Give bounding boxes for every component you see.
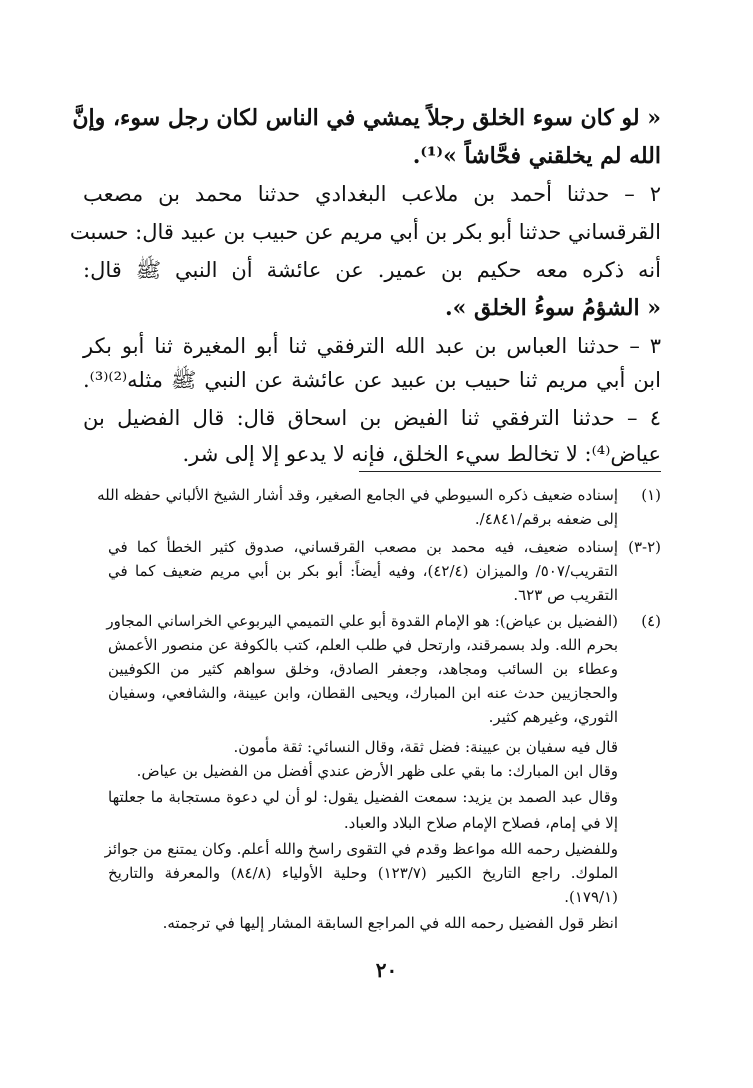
footnote-line: انظر قول الفضيل رحمه الله في المراجع السابقة المشار إليها في ترجمته. [162, 914, 618, 932]
footnote-line: بحرم الله. ولد بسمرقند، وارتحل في طلب العلم، كتب بالكوفة عن منصور الأعمش [108, 636, 618, 654]
footnote-label: (٢-٣) [628, 538, 661, 556]
footnote-line: إسناده ضعيف ذكره السيوطي في الجامع الصغير، وقد أشار الشيخ الألباني حفظه الله [97, 486, 618, 504]
page-number: ٢٠ [375, 958, 398, 982]
footnote-line: وقال ابن المبارك: ما بقي على ظهر الأرض عندي أفضل من الفضيل بن عياض. [136, 762, 618, 780]
footnote-line: التقريب/٥٠٧/ والميزان (٤٢/٤)، وفيه أيضاً: أبو بكر بن أبي مريم ضعيف كما في [108, 562, 618, 580]
footnote-label: (٤) [641, 612, 661, 630]
main-text-line: أنه ذكره معه حكيم بن عمير. عن عائشة أن النبي ﷺ قال: [83, 258, 661, 282]
main-text-line: ٢ – حدثنا أحمد بن ملاعب البغدادي حدثنا محمد بن مصعب [83, 182, 661, 206]
main-text-line: عياض⁽⁴⁾: لا تخالط سيء الخلق، فإنه لا يدعو إلا إلى شر. [182, 442, 661, 466]
footnote-line: الثوري، وغيرهم كثير. [488, 708, 618, 726]
footnote-line: والحجازيين حدث عنه ابن المبارك، ويحيى القطان، وابن عيينة، والشافعي، وسفيان [108, 684, 618, 702]
footnote-line: قال فيه سفيان بن عيينة: فضل ثقة، وقال النسائي: ثقة مأمون. [233, 738, 618, 756]
footnote-label: (١) [641, 486, 661, 504]
main-text-line: القرقساني حدثنا أبو بكر بن أبي مريم عن حبيب بن عبيد قال: حسبت [69, 220, 661, 244]
main-text-line: ابن أبي مريم ثنا حبيب بن عبيد عن عائشة عن النبي ﷺ مثله⁽²⁾⁽³⁾. [83, 368, 661, 392]
footnote-line: (الفضيل بن عياض): هو الإمام القدوة أبو علي التميمي اليربوعي الخراساني المجاور [106, 612, 618, 630]
footnote-separator [359, 471, 661, 472]
main-text-line: « الشؤمُ سوءُ الخلق ». [444, 295, 661, 321]
footnote-line: إلا في إمام، فصلاح الإمام صلاح البلاد والعباد. [343, 814, 618, 832]
footnote-line: إسناده ضعيف، فيه محمد بن مصعب القرقساني، صدوق كثير الخطأ كما في [108, 538, 618, 556]
footnote-line: وقال عبد الصمد بن يزيد: سمعت الفضيل يقول: لو أن لي دعوة مستجابة ما جعلتها [108, 788, 618, 806]
footnote-line: وعطاء بن السائب ومجاهد، وجعفر الصادق، وخلق سواهم كثير من الكوفيين [108, 660, 618, 678]
main-text-line: ٣ – حدثنا العباس بن عبد الله الترفقي ثنا أبو المغيرة ثنا أبو بكر [83, 334, 661, 358]
footnote-line: (١٧٩/١). [564, 888, 618, 906]
footnote-line: التقريب ص ٦٢٣. [513, 586, 618, 604]
footnote-line: الملوك. راجع التاريخ الكبير (١٢٣/٧) وحلية الأولياء (٨٤/٨) والمعرفة والتاريخ [108, 864, 618, 882]
footnote-line: وللفضيل رحمه الله مواعظ وقدم في التقوى راسخ والله أعلم. وكان يمتنع من جوائز [104, 840, 618, 858]
footnote-line: إلى ضعفه برقم/٤٨٤١/. [474, 510, 618, 528]
main-text-line: الله لم يخلقني فحَّاشاً »⁽¹⁾. [412, 143, 661, 169]
main-text-line: « لو كان سوء الخلق رجلاً يمشي في الناس لكان رجل سوء، وإنَّ [72, 105, 661, 131]
main-text-line: ٤ – حدثنا الترفقي ثنا الفيض بن اسحاق قال: قال الفضيل بن [83, 406, 661, 430]
